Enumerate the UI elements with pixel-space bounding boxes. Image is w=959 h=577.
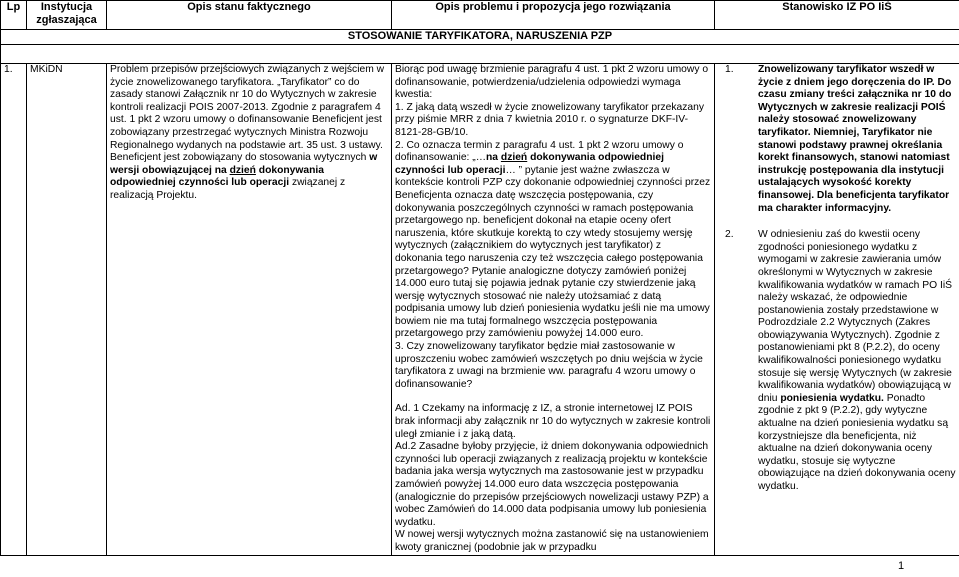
text-run: dzień: [229, 164, 256, 176]
text-run: W odniesieniu zaś do kwestii oceny zgodności poniesionego wydatku z wymogami w zakresie zawierania umów określonymi w Wytycznych w zakresie kwalifikowania wydatków w ramach PO IiŚ należy wskazać, że odpowiednie postanowienia zostały przedstawione w Podrozdziale 2.2 Wytycznych (Zakres obowiązywania Wytycznych). Zgodnie z postanowieniami pkt 8 (P.2.2), do oceny kwalifikowalności poniesionego wydatku stosuje się wersję Wytycznych (w zakresie kwalifikowania wydatków) obowiązującą w dniu: [758, 229, 952, 404]
text-run: na: [486, 152, 501, 164]
position-list: [718, 64, 956, 494]
answer-2: Ad.2 Zasadne byłoby przyjęcie, iż dniem dokonywania odpowiednich czynności lub operacji związanych z realizacją projektu w kontekście badania jaka wersja wytycznych ma zastosowanie jest w przypadku zamówień powyżej 14.000 euro data wszczęcia postępowania (analogicznie do przepisów przejściowych nowelizacji ustawy PZP) a wobec Zamówień do 14.000 data podpisania umowy lub poniesienia wydatku.: [395, 441, 709, 528]
text-run: dokonywania odpowiedniej czynności lub operacji: [110, 164, 325, 189]
text-run: dzień: [500, 152, 528, 164]
text-run: Niemniej, Taryfikator nie stanowi podstawy prawnej określania korekt finansowych, stanowi natomiast instrukcję postępowania dla instytucji ustalających wysokość korekty finansowej. Dla beneficjenta taryfikator ma charakter informacyjny.: [758, 126, 950, 214]
text-run: Do czasu zmiany treści załącznika nr 10 do Wytycznych w zakresie realizacji POIŚ należy stosować znowelizowany taryfikator.: [758, 76, 952, 138]
position-cell: [715, 64, 959, 556]
page-number: 1: [898, 560, 905, 572]
position-item-2: 2. W odniesieniu zaś do kwestii oceny zgodności poniesionego wydatku z wymogami w zakresie zawierania umów określonymi w Wytycznych w zakresie kwalifikowania wydatków w ramach PO IiŚ należy wskazać, że odpowiednie postanowienia zostały przedstawione w Podrozdziale 2.2 Wytycznych (Zakres obowiązywania Wytycznych). Zgodnie z postanowieniami pkt 8 (P.2.2), do oceny kwalifikowalności poniesionego wydatku stosuje się wersję Wytycznych (w zakresie kwalifikowania wydatków) obowiązującą w dniu poniesienia wydatku. Ponadto zgodnie z pkt 9 (P.2.2), gdy wytyczne aktualne na dzień poniesienia wydatku są korzystniejsze dla beneficjenta, niż aktualne na dzień dokonywania oceny wydatku, stosuje się wytyczne obowiązujące na dzień dokonywania oceny wydatku.: [725, 229, 956, 492]
position-item-1: 1. Znowelizowany taryfikator wszedł w życie z dniem jego doręczenia do IP. Do czasu zmiany treści załącznika nr 10 do Wytycznych w zakresie realizacji POIŚ należy stosować znowelizowany taryfikator. Niemniej, Taryfikator nie stanowi podstawy prawnej określania korekt finansowych, stanowi natomiast instrukcję postępowania dla instytucji ustalających wysokość korekty finansowej. Dla beneficjenta taryfikator ma charakter informacyjny.: [725, 64, 952, 214]
question-1: 1. Z jaką datą wszedł w życie znowelizowany taryfikator przekazany przy piśmie MRR z dnia 7 kwietnia 2010 r. o sygnaturze DKF-IV-8121-28-GB/10.: [395, 101, 705, 138]
text-run: dokonywania odpowiedniej czynności lub operacji: [395, 152, 664, 176]
state-text: [110, 64, 388, 203]
text-run: Znowelizowany taryfikator wszedł w życie z dniem jego doręczenia do IP.: [758, 64, 935, 88]
answer-1: Ad. 1 Czekamy na informację z IZ, a stronie internetowej IZ POIS brak informacji aby załącznik nr 10 do wytycznych w zakresie kontroli uległ zmianie i z jaką datą.: [395, 403, 711, 440]
question-3: 3. Czy znowelizowany taryfikator będzie miał zastosowanie w uproszczeniu wobec zamówień wszczętych po dniu wejścia w życie taryfikatora z uwagi na brzmienie ww. paragrafu 4 wzoru umowy o dofinansowanie?: [395, 341, 703, 390]
row-institution: MKiDN: [27, 64, 107, 556]
section-row: [1, 30, 959, 45]
text-run: Ponadto zgodnie z pkt 9 (P.2.2), gdy wytyczne aktualne na dzień poniesienia wydatku są korzystniejsze dla beneficjenta, niż aktualne na dzień dokonywania oceny wydatku, stosuje się wytyczne obowiązujące na dzień dokonywania oceny wydatku.: [758, 392, 956, 492]
problem-intro: Biorąc pod uwagę brzmienie paragrafu 4 ust. 1 pkt 2 wzoru umowy o dofinansowanie, potwierdzenia/udzielenia odpowiedzi wymaga kwestia:: [395, 64, 709, 101]
question-2: [395, 140, 711, 342]
header-row: [1, 1, 959, 30]
section-title: STOSOWANIE TARYFIKATORA, NARUSZENIA PZP: [1, 30, 959, 45]
position-point-2: [758, 229, 956, 492]
header-institution: Instytucja zgłaszająca: [27, 1, 107, 30]
table-row: [1, 64, 959, 556]
text-run: Problem przepisów przejściowych związanych z wejściem w życie znowelizowanego taryfikatora. „Taryfikator” co do zasady stanowi Załącznik nr 10 do Wytycznych w zakresie kontroli realizacji POIS 2007-2013. Zgodnie z paragrafem 4 ust. 1 pkt 2 wzoru umowy o dofinansowanie Beneficjent jest zobowiązany przestrzegać wytycznych Ministra Rozwoju Regionalnego wydanych na podstawie art. 35 ust. 3 ustawy. Beneficjent jest zobowiązany do stosowania wytycznych: [110, 64, 385, 164]
answer-2-continued: W nowej wersji wytycznych można zastanowić się na ustanowieniem kwoty granicznej (podobnie jak w przypadku: [395, 529, 709, 553]
text-run: poniesienia wydatku.: [780, 392, 884, 404]
text-run: … ” pytanie jest ważne zwłaszcza w kontekście kontroli PZP czy dokonanie odpowiedniej czynności przez Beneficjenta oznacza datę wszczęcia postępowania, czy dokonywania poszczególnych czynności w ramach postępowania przetargowego np. beneficjent dokonał na etapie oceny ofert naruszenia, które skutkuje korektą to czy wtedy stosujemy wersję wytycznych (załącznikiem do wytycznych jest taryfikator) z dokonania tego naruszenia czy też wszczęcia całego postępowania przetargowego? Pytanie analogiczne dotyczy zamówień poniżej 14.000 euro tutaj się pojawia jednak pytanie czy stwierdzenie jaką wersję wytycznych stosować nie należy utożsamiać z datą podpisania umowy lub dzień poniesienia wydatku jeśli nie ma umowy bowiem nie ma tutaj formalnego wszczęcia postępowania przetargowego przy zamówieniu powyżej 14.000 euro.: [395, 164, 711, 340]
header-state: Opis stanu faktycznego: [107, 1, 392, 30]
header-problem: Opis problemu i propozycja jego rozwiązania: [392, 1, 715, 30]
row-lp: 1.: [1, 64, 27, 556]
header-position: Stanowisko IZ PO IiŚ: [715, 1, 959, 30]
text-run: związanej z realizacją Projektu.: [110, 177, 346, 201]
text-run: 2. Co oznacza termin z paragrafu 4 ust. 1 pkt 2 wzoru umowy o dofinansowanie: „…: [395, 139, 684, 164]
header-lp: Lp: [1, 1, 27, 30]
problem-cell: [392, 64, 715, 556]
position-point-1: [758, 64, 951, 214]
spacer-row: [1, 45, 959, 64]
text-run: w wersji obowiązującej na: [110, 152, 378, 176]
state-cell: [107, 64, 392, 556]
